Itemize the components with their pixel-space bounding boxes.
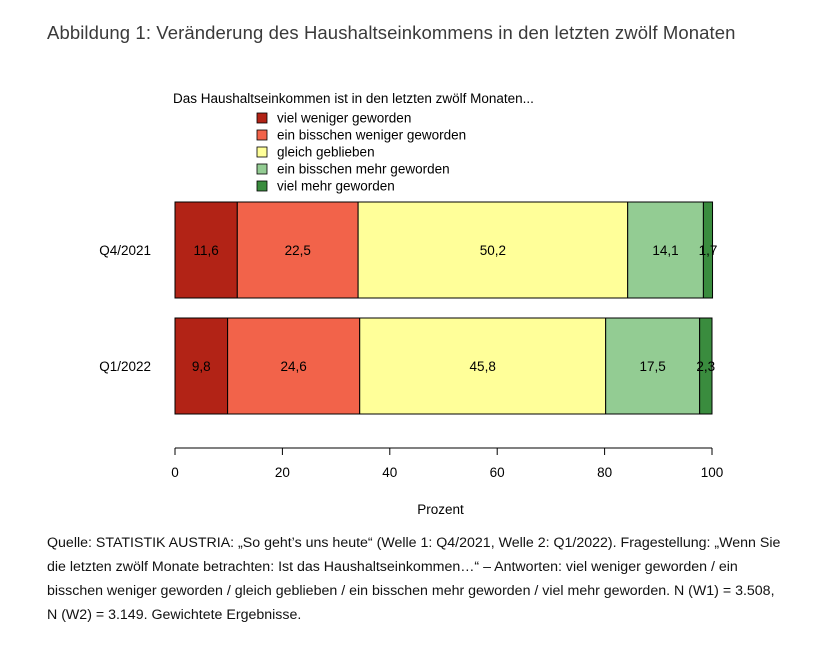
legend-label-5: viel mehr geworden [277, 178, 395, 194]
category-label-Q1-2022: Q1/2022 [99, 359, 151, 374]
legend-swatch-1 [257, 113, 267, 123]
page-title: Abbildung 1: Veränderung des Haushaltseinkommens in den letzten zwölf Monaten [47, 22, 736, 43]
data-label-Q4-2021-3: 50,2 [479, 243, 507, 258]
data-label-Q1-2022-3: 45,8 [469, 359, 496, 374]
data-label-Q1-2022-4: 17,5 [639, 359, 666, 374]
data-label-Q4-2021-2: 22,5 [284, 243, 311, 258]
legend-label-4: ein bisschen mehr geworden [277, 161, 450, 177]
data-label-Q4-2021-1: 11,6 [193, 243, 219, 258]
legend-label-3: gleich geblieben [277, 144, 375, 160]
x-tick-label-20: 20 [274, 465, 290, 480]
legend-title: Das Haushaltseinkommen ist in den letzten zwölf Monaten... [173, 91, 534, 106]
legend-swatch-4 [257, 164, 267, 174]
x-tick-label-60: 60 [489, 465, 505, 480]
legend-swatch-5 [257, 181, 267, 191]
legend-label-1: viel weniger geworden [277, 110, 412, 126]
category-label-Q4-2021: Q4/2021 [99, 243, 151, 258]
data-label-Q1-2022-5: 2,3 [696, 359, 716, 374]
x-tick-label-80: 80 [597, 465, 613, 480]
x-tick-label-100: 100 [700, 465, 724, 480]
data-label-Q4-2021-4: 14,1 [652, 243, 679, 258]
data-label-Q1-2022-1: 9,8 [191, 359, 211, 374]
data-label-Q4-2021-5: 1,7 [698, 243, 718, 258]
legend-label-2: ein bisschen weniger geworden [277, 127, 467, 143]
legend-swatch-3 [257, 147, 267, 157]
x-tick-label-0: 0 [171, 465, 179, 480]
source-note: Quelle: STATISTIK AUSTRIA: „So geht’s uns heute“ (Welle 1: Q4/2021, Welle 2: Q1/2022). Fragestellung: „Wenn Sie die letzten zwölf Monate betrachten: Ist das Haushaltseinkommen…“ – Antworten: viel weniger geworden / ein bisschen weniger geworden / gleich geblieben / ein bisschen mehr geworden / viel mehr geworden. N (W1) = 3.508, N (W2) = 3.149. Gewichtete Ergebnisse. [47, 535, 781, 623]
x-tick-label-40: 40 [382, 465, 398, 480]
x-axis-label: Prozent [417, 502, 464, 517]
data-label-Q1-2022-2: 24,6 [280, 359, 307, 374]
legend-swatch-2 [257, 130, 267, 140]
